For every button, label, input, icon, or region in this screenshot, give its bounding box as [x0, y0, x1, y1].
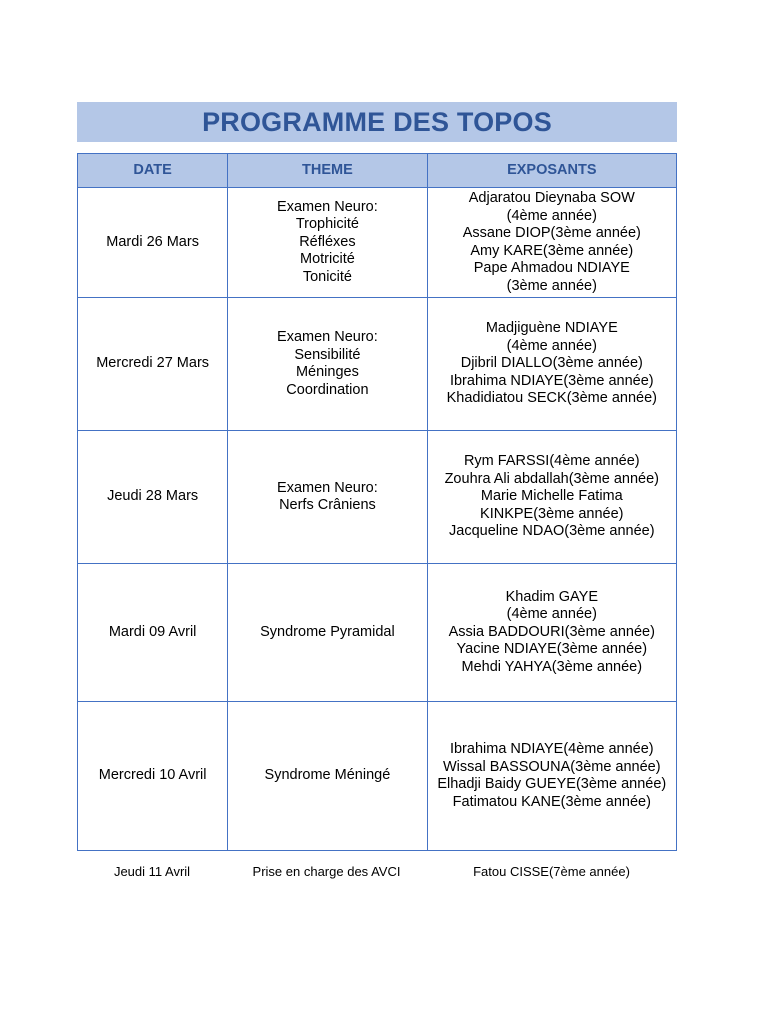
exposant-line: (4ème année) — [506, 606, 597, 623]
theme-line: Syndrome Méningé — [264, 767, 391, 784]
exposant-line: Marie Michelle Fatima — [480, 488, 623, 505]
cell-exposants — [427, 188, 676, 298]
exposant-line: Mehdi YAHYA(3ème année) — [461, 658, 643, 675]
exposant-line: Rym FARSSI(4ème année) — [463, 453, 640, 470]
extra-theme: Prise en charge des AVCI — [252, 864, 401, 879]
table-row — [78, 431, 677, 564]
cell-exposants — [427, 702, 676, 851]
cell-date: Mercredi 10 Avril — [78, 702, 228, 851]
exposant-line: Wissal BASSOUNA(3ème année) — [443, 758, 661, 775]
exposant-line: Jacqueline NDAO(3ème année) — [449, 523, 655, 540]
schedule-table — [77, 153, 677, 851]
cell-exposants — [427, 431, 676, 564]
theme-line: Réfléxes — [299, 233, 356, 250]
exposant-line: Ibrahima NDIAYE(3ème année) — [449, 372, 654, 389]
exposant-line: (4ème année) — [506, 207, 597, 224]
table-row — [78, 298, 677, 431]
cell-theme — [228, 564, 427, 702]
theme-line: Nerfs Crâniens — [279, 497, 376, 513]
header-row — [78, 154, 677, 188]
exposant-line: Khadim GAYE — [505, 588, 598, 605]
theme-line: Examen Neuro: — [277, 198, 378, 215]
exposant-line: KINKPE(3ème année) — [480, 505, 624, 522]
theme-line: Coordination — [286, 381, 369, 398]
exposant-line: Elhadji Baidy GUEYE(3ème année) — [437, 776, 667, 792]
header-date: DATE — [78, 154, 228, 188]
cell-date: Mardi 26 Mars — [78, 188, 228, 298]
theme-line: Motricité — [300, 251, 355, 268]
extra-exposant: Fatou CISSE(7ème année) — [473, 864, 630, 879]
extra-session-row — [77, 864, 677, 884]
cell-exposants — [427, 298, 676, 431]
exposant-line: Amy KARE(3ème année) — [470, 242, 634, 259]
exposant-line: Assia BADDOURI(3ème année) — [448, 623, 655, 640]
table-row — [78, 564, 677, 702]
theme-line: Trophicité — [295, 216, 359, 233]
exposant-line: Assane DIOP(3ème année) — [462, 225, 641, 241]
exposant-line: Pape Ahmadou NDIAYE — [473, 260, 630, 276]
cell-theme — [228, 188, 427, 298]
cell-date: Mardi 09 Avril — [78, 564, 228, 702]
theme-line: Tonicité — [302, 268, 352, 285]
cell-theme — [228, 431, 427, 564]
exposant-line: Adjaratou Dieynaba SOW — [468, 190, 635, 206]
theme-line: Sensibilité — [294, 346, 361, 363]
theme-line: Examen Neuro: — [277, 479, 378, 496]
theme-line: Syndrome Pyramidal — [260, 623, 395, 640]
exposant-line: (4ème année) — [506, 337, 597, 354]
exposant-line: Yacine NDIAYE(3ème année) — [456, 641, 648, 658]
table-row — [78, 188, 677, 298]
page-title: PROGRAMME DES TOPOS — [202, 106, 552, 137]
header-theme: THEME — [228, 154, 427, 188]
cell-theme — [228, 702, 427, 851]
table-row — [78, 702, 677, 851]
theme-line: Examen Neuro: — [277, 329, 378, 345]
cell-date: Jeudi 28 Mars — [78, 431, 228, 564]
exposant-line: (3ème année) — [506, 277, 597, 294]
exposant-line: Khadidiatou SECK(3ème année) — [446, 390, 657, 407]
exposant-line: Zouhra Ali abdallah(3ème année) — [444, 470, 659, 487]
exposant-line: Madjiguène NDIAYE — [485, 320, 618, 337]
exposant-line: Ibrahima NDIAYE(4ème année) — [449, 741, 654, 757]
cell-theme — [228, 298, 427, 431]
title-banner — [77, 102, 677, 142]
exposant-line: Fatimatou KANE(3ème année) — [452, 793, 651, 810]
cell-exposants — [427, 564, 676, 702]
theme-line: Méninges — [295, 364, 359, 380]
exposant-line: Djibril DIALLO(3ème année) — [460, 355, 643, 372]
cell-date: Mercredi 27 Mars — [78, 298, 228, 431]
header-exposants: EXPOSANTS — [427, 154, 676, 188]
extra-date: Jeudi 11 Avril — [113, 864, 191, 879]
